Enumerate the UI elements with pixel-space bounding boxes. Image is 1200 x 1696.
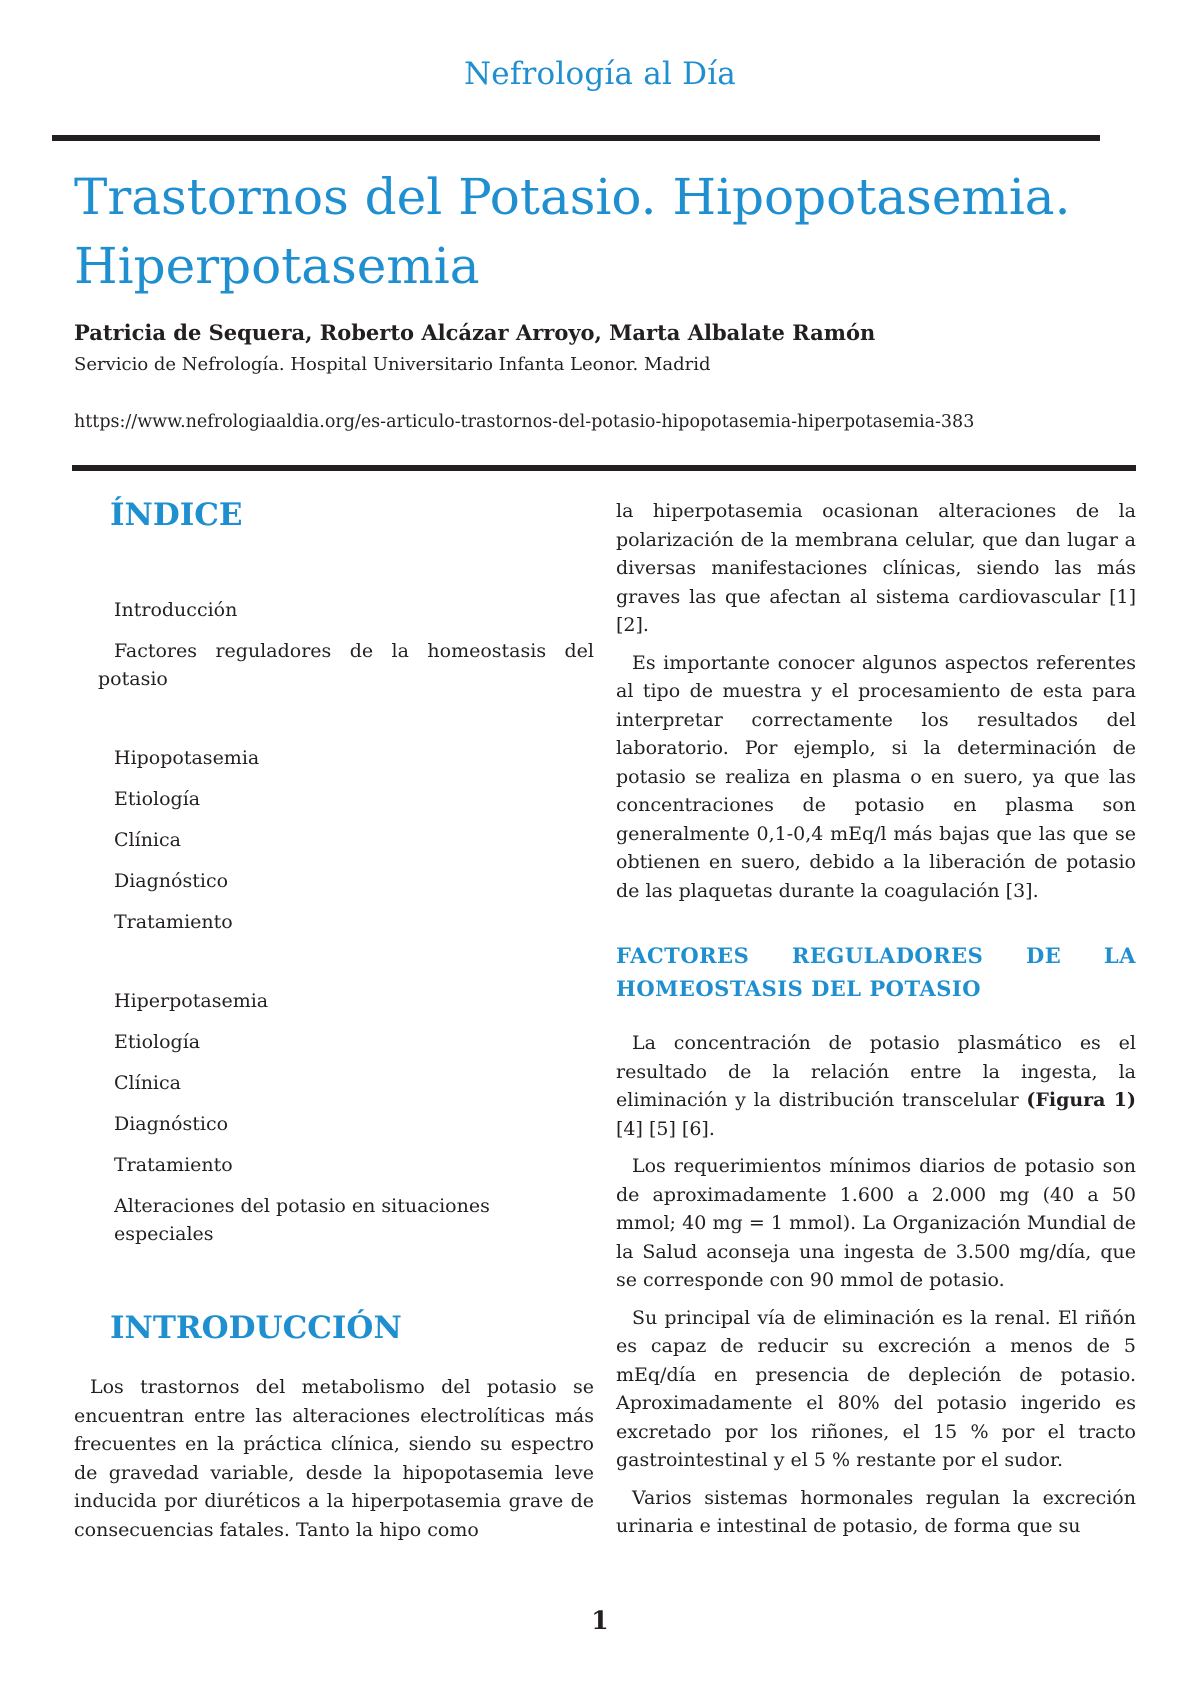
header-rule	[52, 135, 1100, 141]
article-affiliation: Servicio de Nefrología. Hospital Universitario Infanta Leonor. Madrid	[74, 354, 711, 375]
toc-item-hipo-clinica[interactable]: Clínica	[114, 829, 181, 851]
left-column	[74, 490, 594, 1544]
toc-spacer	[74, 949, 594, 987]
paragraph: la hiperpotasemia ocasionan alteraciones de la polarización de la membrana celular, que dan lugar a diversas manifestaciones clínicas, siendo las más graves las que afectan al sistema cardiovascular [1] [2].	[616, 500, 1136, 636]
toc-item-hiper-tratamiento[interactable]: Tratamiento	[114, 1154, 233, 1176]
journal-name: Nefrología al Día	[463, 56, 736, 92]
paragraph: Su principal vía de eliminación es la renal. El riñón es capaz de reducir su excreción a menos de 5 mEq/día en presencia de depleción de potasio. Aproximadamente el 80% del potasio ingerido es excretado por los riñones, el 15 % por el tracto gastrointestinal y el 5 % restante por el sudor.	[616, 1306, 1136, 1471]
article-url[interactable]: https://www.nefrologiaaldia.org/es-articulo-trastornos-del-potasio-hipopotasemia-hiperpotasemia-383	[74, 412, 975, 432]
paragraph-text: La concentración de potasio plasmático es el resultado de la relación entre la ingesta, la eliminación y la distribución transcelular	[616, 1032, 1136, 1111]
paragraph-text: [4] [5] [6].	[616, 1117, 715, 1140]
toc-item-hiperpotasemia[interactable]: Hiperpotasemia	[114, 990, 269, 1012]
page-number: 1	[591, 1606, 609, 1635]
toc-item-hiper-etiologia[interactable]: Etiología	[114, 1031, 201, 1053]
factores-heading: FACTORES REGULADORES DE LA HOMEOSTASIS DEL POTASIO	[616, 943, 1136, 1001]
toc-spacer	[74, 706, 594, 744]
paragraph: Es importante conocer algunos aspectos referentes al tipo de muestra y el procesamiento de esta para interpretar correctamente los resultados del laboratorio. Por ejemplo, si la determinación de potasio se realiza en plasma o en suero, ya que las concentraciones de potasio en plasma son generalmente 0,1-0,4 mEq/l más bajas que las que se obtienen en suero, debido a la liberación de potasio de las plaquetas durante la coagulación [3].	[616, 651, 1136, 902]
paragraph: Varios sistemas hormonales regulan la excreción urinaria e intestinal de potasio, de forma que su	[616, 1486, 1136, 1537]
article-title: Trastornos del Potasio. Hipopotasemia. Hiperpotasemia	[74, 168, 1071, 295]
paragraph	[616, 1029, 1136, 1143]
toc-heading: ÍNDICE	[110, 497, 243, 533]
right-column	[616, 497, 1136, 1550]
toc-item-hiper-clinica[interactable]: Clínica	[114, 1072, 181, 1094]
toc-item-hipopotasemia[interactable]: Hipopotasemia	[114, 747, 260, 769]
toc-item-hipo-etiologia[interactable]: Etiología	[114, 788, 201, 810]
paragraph: Los requerimientos mínimos diarios de potasio son de aproximadamente 1.600 a 2.000 mg (40 a 50 mmol; 40 mg = 1 mmol). La Organización Mundial de la Salud aconseja una ingesta de 3.500 mg/día, que se corresponde con 90 mmol de potasio.	[616, 1155, 1136, 1291]
toc-item-factores[interactable]: Factores reguladores de la homeostasis del potasio	[98, 640, 594, 690]
toc-item-introduccion[interactable]: Introducción	[114, 599, 238, 621]
intro-paragraph: Los trastornos del metabolismo del potasio se encuentran entre las alteraciones electrolíticas más frecuentes en la práctica clínica, siendo su espectro de gravedad variable, desde la hipopotasemia leve inducida por diuréticos a la hiperpotasemia grave de consecuencias fatales. Tanto la hipo como	[74, 1376, 594, 1541]
section-rule	[72, 465, 1136, 471]
table-of-contents	[74, 596, 594, 1248]
figure-reference[interactable]: (Figura 1)	[1026, 1089, 1136, 1111]
toc-item-hiper-diagnostico[interactable]: Diagnóstico	[114, 1113, 229, 1135]
toc-item-hipo-diagnostico[interactable]: Diagnóstico	[114, 870, 229, 892]
article-authors: Patricia de Sequera, Roberto Alcázar Arroyo, Marta Albalate Ramón	[74, 320, 876, 345]
toc-item-hipo-tratamiento[interactable]: Tratamiento	[114, 911, 233, 933]
toc-item-situaciones-especiales[interactable]: Alteraciones del potasio en situaciones especiales	[114, 1195, 490, 1245]
intro-heading: INTRODUCCIÓN	[110, 1310, 402, 1346]
